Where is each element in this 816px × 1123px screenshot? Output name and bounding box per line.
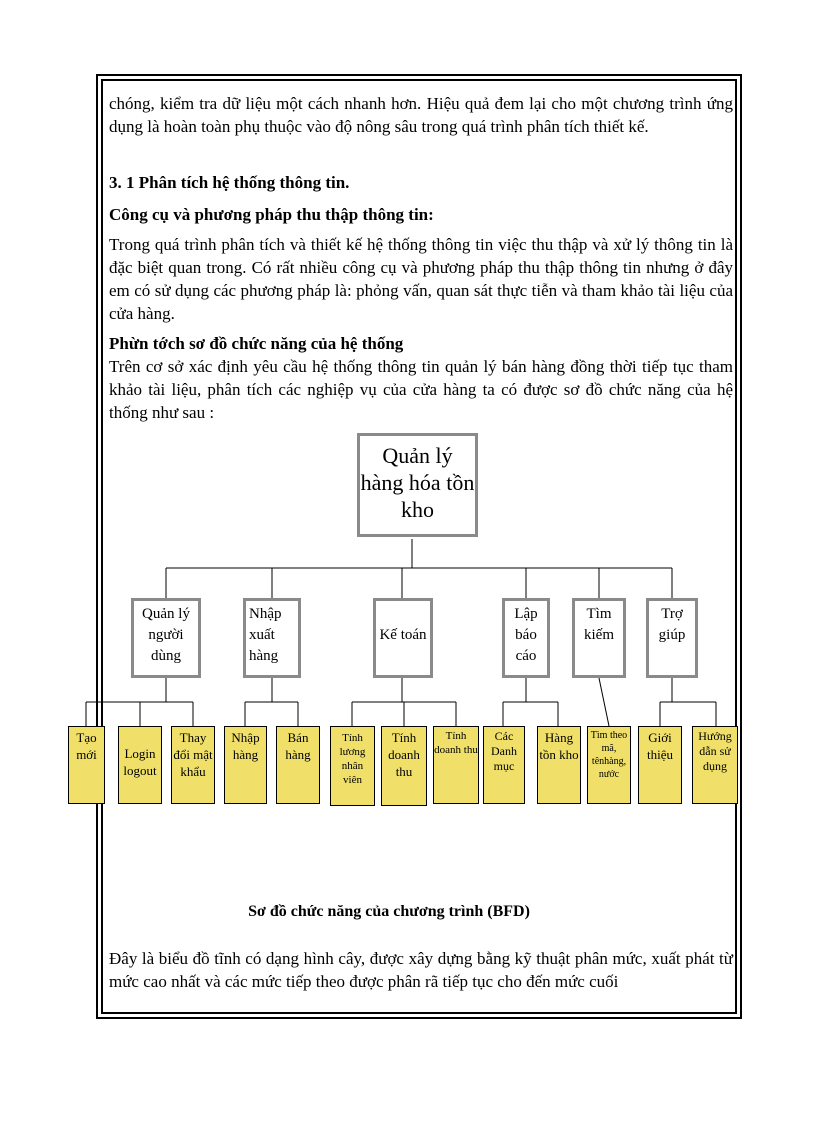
leaf-search-by-code: Tìm theo mã, tênhàng, nước: [587, 726, 631, 804]
leaf-create-new: Tạo mới: [68, 726, 105, 804]
root-node: Quản lý hàng hóa tồn kho: [357, 433, 478, 537]
group-node-search: Tìm kiếm: [572, 598, 626, 678]
leaf-user-guide: Hướng dẫn sử dụng: [692, 726, 738, 804]
intro-paragraph: chóng, kiểm tra dữ liệu một cách nhanh hơn. Hiệu quả đem lại cho một chương trình ứng dụng là hoàn toàn phụ thuộc vào độ nông sâu trong quá trình phân tích thiết kế.: [109, 94, 733, 136]
leaf-import-goods: Nhập hàng: [224, 726, 267, 804]
tools-paragraph: Trong quá trình phân tích và thiết kế hệ thống thông tin việc thu thập và xử lý thông tin là đặc biệt quan trong. Có rất nhiều công cụ và phương pháp thu thập thông tin nhưng ở đây em có sử dụng các phương pháp là: phỏng vấn, quan sát thực tiễn và tham khảo tài liệu của cửa hàng.: [109, 235, 733, 323]
group-node-import-export: Nhập xuất hàng: [243, 598, 301, 678]
leaf-catalogs: Các Danh mục: [483, 726, 525, 804]
leaf-revenue-calculation: Tính doanh thu: [381, 726, 427, 806]
bfd-description-paragraph: Đây là biểu đồ tĩnh có dạng hình cây, được xây dựng bằng kỹ thuật phân mức, xuất phát từ mức cao nhất và các mức tiếp theo được phân rã tiếp tục cho đến mức cuối: [109, 949, 733, 991]
bfd-intro-paragraph: Trên cơ sở xác định yêu cầu hệ thống thông tin quản lý bán hàng đồng thời tiếp tục tham khảo tài liệu, phân tích các nghiệp vụ của cửa hàng ta có được sơ đồ chức năng của hệ thống như sau :: [109, 357, 733, 422]
group-node-accounting: Kế toán: [373, 598, 433, 678]
subsection-heading-tools: Công cụ và phương pháp thu thập thông tin:: [109, 205, 434, 224]
leaf-salary-calculation: Tính lương nhân viên: [330, 726, 375, 806]
subsection-heading-bfd: Phừn tớch sơ đồ chức năng của hệ thống: [109, 334, 404, 353]
leaf-login-logout: Login logout: [118, 726, 162, 804]
leaf-change-password: Thay đổi mật khẩu: [171, 726, 215, 804]
group-node-user-management: Quản lý người dùng: [131, 598, 201, 678]
leaf-sell-goods: Bán hàng: [276, 726, 320, 804]
diagram-caption: Sơ đồ chức năng của chương trình (BFD): [248, 903, 530, 920]
leaf-introduction: Giới thiệu: [638, 726, 682, 804]
group-node-reporting: Lập báo cáo: [502, 598, 550, 678]
section-heading: 3. 1 Phân tích hệ thống thông tin.: [109, 173, 350, 192]
leaf-inventory: Hàng tồn kho: [537, 726, 581, 804]
leaf-revenue-calculation-2: Tính doanh thu: [433, 726, 479, 804]
group-node-help: Trợ giúp: [646, 598, 698, 678]
